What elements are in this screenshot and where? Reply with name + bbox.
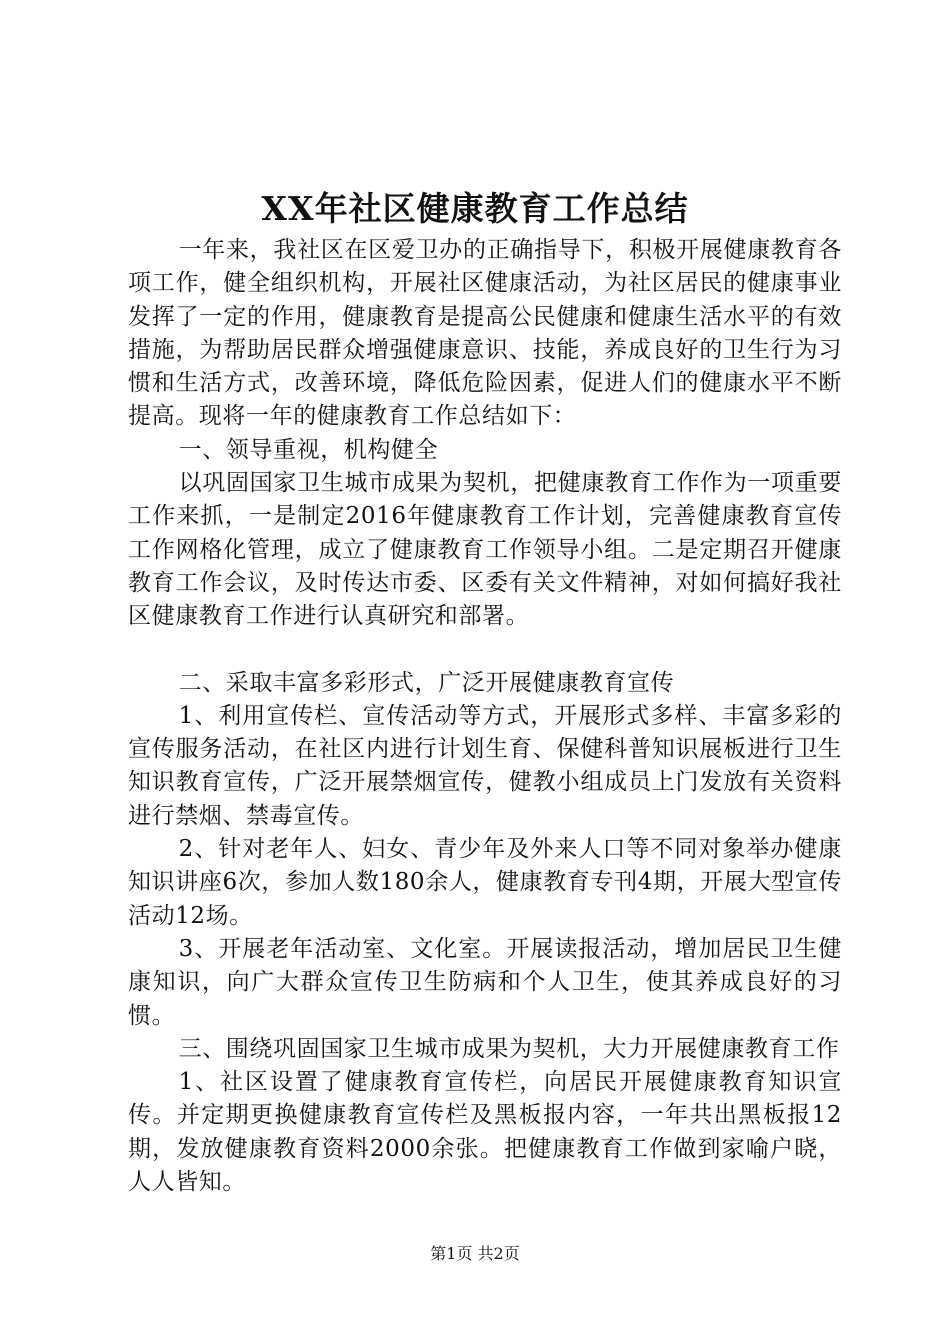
section-heading-2: 二、采取丰富多彩形式，广泛开展健康教育宣传 — [178, 669, 675, 696]
section-2-item-1: 1、利用宣传栏、宣传活动等方式，开展形式多样、丰富多彩的宣传服务活动，在社区内进行计划生育、保健科普知识展板进行卫生知识教育宣传，广泛开展禁烟宣传，健教小组成员上门发放有关资料进行禁烟、禁毒宣传。 — [128, 702, 842, 829]
document-title: XX年社区健康教育工作总结 — [261, 189, 689, 228]
section-2-item-2: 2、针对老年人、妇女、青少年及外来人口等不同对象举办健康知识讲座6次，参加人数180余人，健康教育专刊4期，开展大型宣传活动12场。 — [128, 836, 842, 929]
page-footer: 第1页 共2页 — [430, 1244, 520, 1263]
document-body — [128, 234, 842, 1199]
section-heading-1: 一、领导重视，机构健全 — [178, 436, 439, 463]
section-1-paragraph: 以巩固国家卫生城市成果为契机，把健康教育工作作为一项重要工作来抓，一是制定2016年健康教育工作计划，完善健康教育宣传工作网格化管理，成立了健康教育工作领导小组。二是定期召开健康教育工作会议，及时传达市委、区委有关文件精神，对如何搞好我社区健康教育工作进行认真研究和部署。 — [128, 470, 842, 630]
section-3-item-1: 1、社区设置了健康教育宣传栏，向居民开展健康教育知识宣传。并定期更换健康教育宣传栏及黑板报内容，一年共出黑板报12期，发放健康教育资料2000余张。把健康教育工作做到家喻户晓，人人皆知。 — [128, 1069, 842, 1196]
section-2-item-3: 3、开展老年活动室、文化室。开展读报活动，增加居民卫生健康知识，向广大群众宣传卫生防病和个人卫生，使其养成良好的习惯。 — [128, 935, 842, 1029]
intro-paragraph: 一年来，我社区在区爱卫办的正确指导下，积极开展健康教育各项工作，健全组织机构，开展社区健康活动，为社区居民的健康事业发挥了一定的作用，健康教育是提高公民健康和健康生活水平的有效措施，为帮助居民群众增强健康意识、技能，养成良好的卫生行为习惯和生活方式，改善环境，降低危险因素，促进人们的健康水平不断提高。现将一年的健康教育工作总结如下： — [128, 237, 842, 430]
section-heading-3: 三、围绕巩固国家卫生城市成果为契机，大力开展健康教育工作 — [178, 1035, 840, 1062]
